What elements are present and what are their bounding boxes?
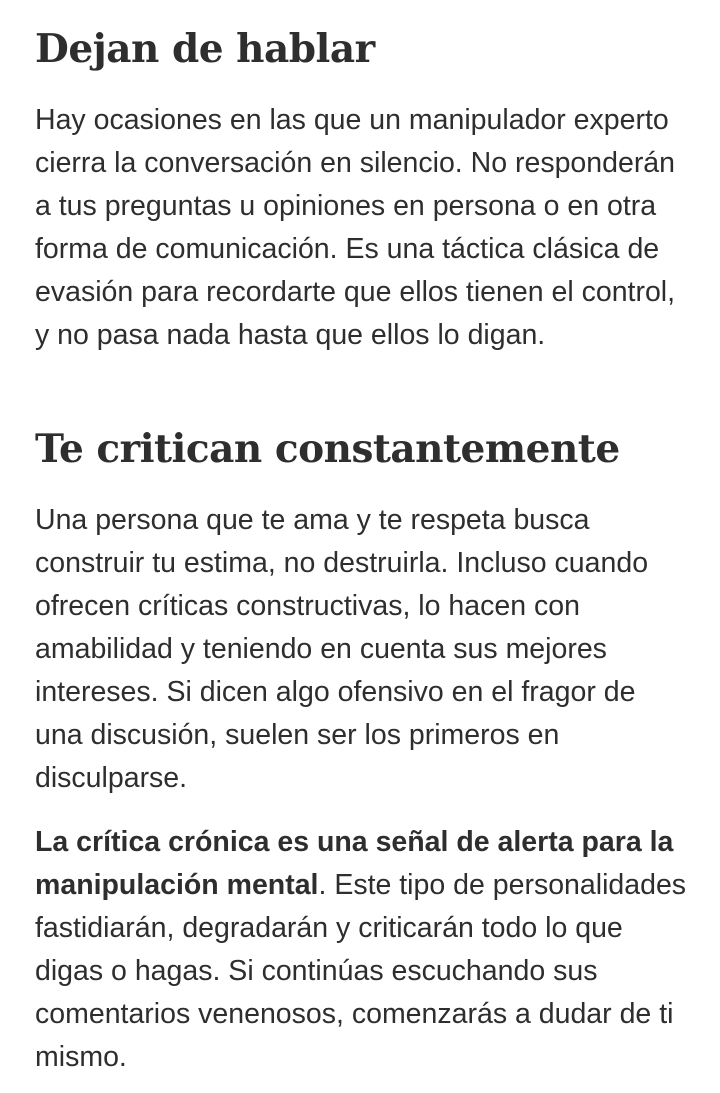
section-paragraph-emphasis [35, 821, 690, 1079]
section-paragraph: Hay ocasiones en las que un manipulador experto cierra la conversación en silencio. No responderán a tus preguntas u opiniones en persona o en otra forma de comunicación. Es una táctica clásica de evasión para recordarte que ellos tienen el control, y no pasa nada hasta que ellos lo digan. [35, 104, 676, 351]
paragraph-continuation: . Este tipo de personalidades fastidiarán, degradarán y criticarán todo lo que digas o hagas. Si continúas escuchando sus comentarios venenosos, comenzarás a dudar de ti mismo. [35, 869, 687, 1073]
bold-emphasis-text: La crítica crónica es una señal de alerta para la manipulación mental [35, 826, 674, 901]
section-heading-dejan-de-hablar: Dejan de hablar [35, 26, 375, 72]
section-heading-te-critican: Te critican constantemente [35, 426, 620, 472]
section-paragraph: Una persona que te ama y te respeta busca construir tu estima, no destruirla. Incluso cuando ofrecen críticas constructivas, lo hacen con amabilidad y teniendo en cuenta sus mejores intereses. Si dicen algo ofensivo en el fragor de una discusión, suelen ser los primeros en disculparse. [35, 504, 649, 794]
